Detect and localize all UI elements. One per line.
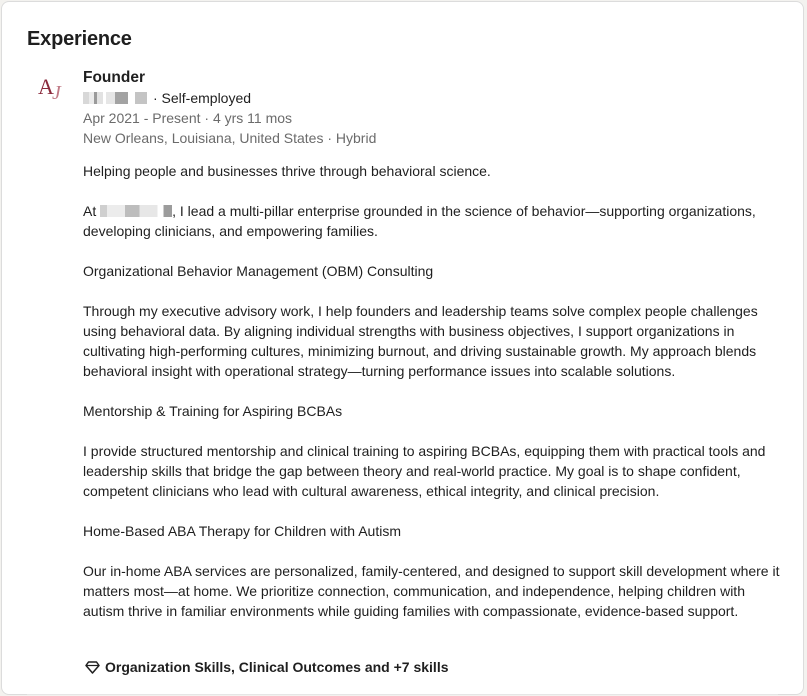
company-line [83, 88, 788, 108]
description-paragraph: Our in-home ABA services are personalized, family-centered, and designed to support skill development where it matters most—at home. We prioritize connection, communication, and independence, helping children with autism thrive in familiar environments while guiding families with compassionate, evidence-based support. [83, 563, 780, 619]
redacted-company-name [106, 92, 128, 104]
company-logo[interactable] [35, 72, 67, 106]
experience-entry [83, 68, 788, 641]
employment-type: · Self-employed [153, 90, 252, 106]
redacted-company-name [135, 92, 147, 104]
date-range: Apr 2021 - Present · 4 yrs 11 mos [83, 110, 293, 126]
svg-text:J: J [52, 82, 61, 104]
description-heading: Organizational Behavior Management (OBM) Consulting [83, 263, 434, 279]
description-heading: Mentorship & Training for Aspiring BCBAs [83, 403, 343, 419]
experience-card [1, 1, 804, 695]
description-text: , I lead a multi-pillar enterprise grounded in the science of behavior—supporting organizations, developing clinicians, and empowering families. [83, 203, 756, 239]
description-paragraph [83, 201, 788, 241]
description-text: At [83, 203, 101, 219]
description-paragraph: Helping people and businesses thrive through behavioral science. [83, 163, 491, 179]
aj-logo-icon [35, 72, 67, 106]
location: New Orleans, Louisiana, United States · Hybrid [83, 130, 377, 146]
job-title[interactable]: Founder [83, 69, 145, 86]
redacted-company-name [83, 92, 103, 104]
skills-link[interactable] [85, 659, 449, 675]
redacted-company-name [100, 205, 172, 217]
job-description [83, 161, 788, 621]
description-paragraph: I provide structured mentorship and clinical training to aspiring BCBAs, equipping them with practical tools and leadership skills that bridge the gap between theory and real-world practice. My goal is to shape confident, competent clinicians who lead with cultural awareness, ethical integrity, and clinical precision. [83, 443, 766, 499]
divider [27, 694, 778, 695]
description-paragraph: Through my executive advisory work, I help founders and leadership teams solve complex people challenges using behavioral data. By aligning individual strengths with business objectives, I support organizations in cultivating high-performing cultures, minimizing burnout, and driving sustainable growth. My approach blends behavioral insight with operational strategy—turning performance issues into scalable solutions. [83, 303, 758, 379]
svg-text:A: A [38, 74, 54, 99]
skills-label: Organization Skills, Clinical Outcomes and +7 skills [105, 659, 449, 675]
section-title: Experience [27, 28, 132, 50]
description-heading: Home-Based ABA Therapy for Children with Autism [83, 523, 402, 539]
diamond-icon [85, 661, 100, 674]
